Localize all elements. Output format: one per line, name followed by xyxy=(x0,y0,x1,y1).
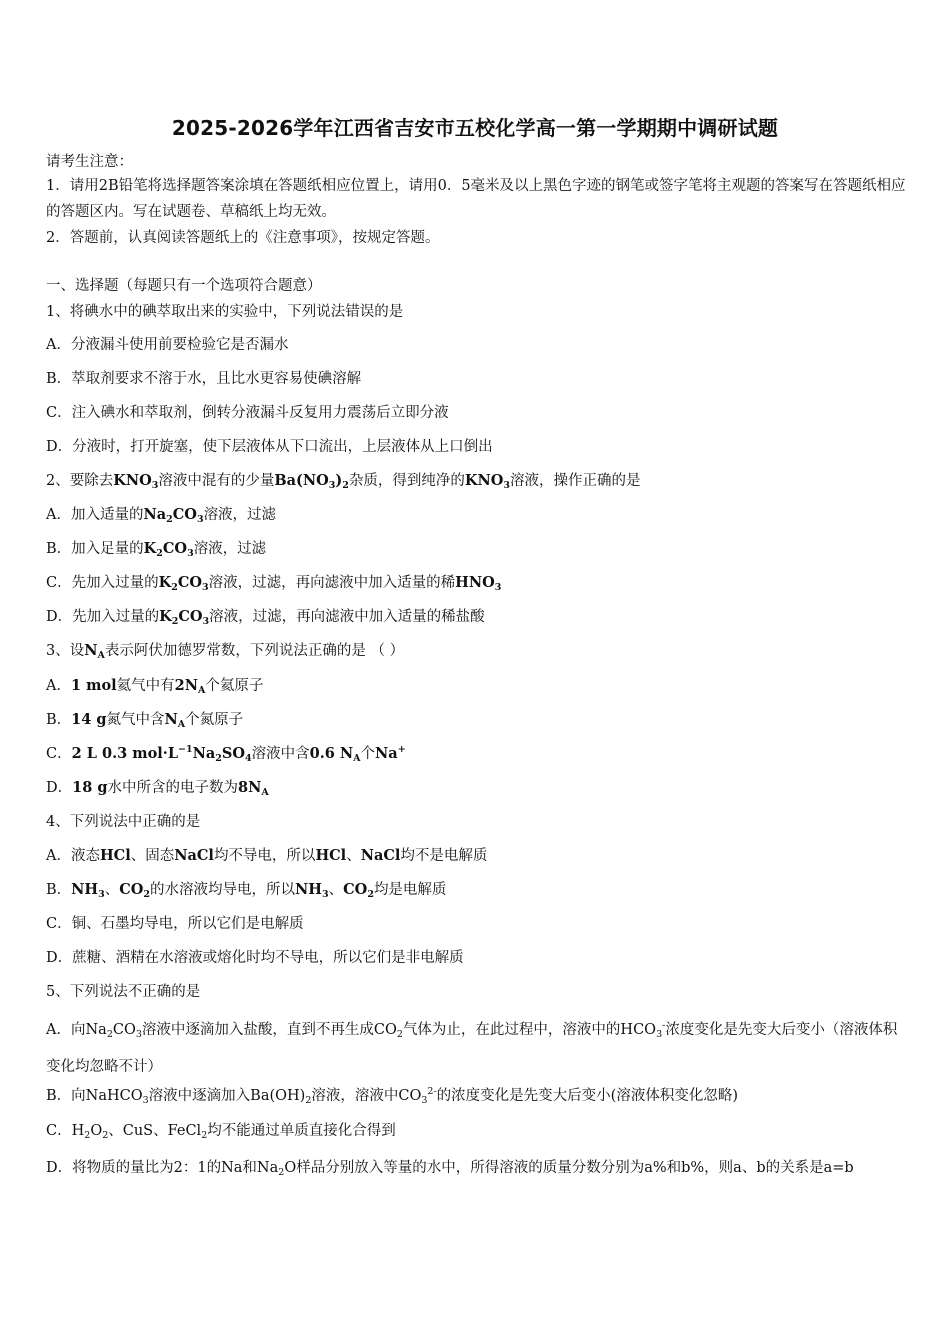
subscript: 2 xyxy=(171,616,179,627)
formula: K xyxy=(158,574,172,591)
question-1-option-b: B．萃取剂要求不溶于水，且比水更容易使碘溶解 xyxy=(46,371,362,387)
text: 、 xyxy=(346,848,361,864)
text: A．液态 xyxy=(46,848,100,864)
question-4-option-a xyxy=(46,846,487,866)
question-1-option-a: A．分液漏斗使用前要检验它是否漏水 xyxy=(46,337,289,353)
subscript: A xyxy=(353,753,361,764)
question-4-option-d: D．蔗糖、酒精在水溶液或熔化时均不导电，所以它们是非电解质 xyxy=(46,950,464,966)
text: 的浓度变化是先变大后变小(溶液体积变化忽略) xyxy=(436,1088,738,1104)
question-1-option-c: C．注入碘水和萃取剂，倒转分液漏斗反复用力震荡后立即分液 xyxy=(46,405,449,421)
text: 氦气中有 xyxy=(116,678,175,694)
superscript: −1 xyxy=(178,744,193,755)
subscript: 2 xyxy=(106,1029,113,1040)
formula: CO xyxy=(343,881,368,898)
formula: K xyxy=(159,608,172,625)
text: 3、设 xyxy=(46,643,85,659)
question-1-stem: 1、将碘水中的碘萃取出来的实验中，下列说法错误的是 xyxy=(46,304,404,320)
text: 溶液，过滤，再向滤液中加入适量的稀盐酸 xyxy=(209,609,485,625)
formula: 8N xyxy=(238,779,262,796)
formula: Na xyxy=(143,506,167,523)
question-4-option-c: C．铜、石墨均导电，所以它们是电解质 xyxy=(46,916,304,932)
superscript: 2- xyxy=(427,1086,437,1097)
subscript: 2 xyxy=(367,889,374,900)
text: 水中所含的电子数为 xyxy=(107,780,239,796)
text: 向NaHCO xyxy=(71,1088,143,1104)
subscript: 2 xyxy=(143,889,151,900)
text: H xyxy=(71,1123,85,1139)
subscript: A xyxy=(177,719,186,730)
question-3-option-d xyxy=(46,778,269,798)
subscript: A xyxy=(261,787,269,798)
subscript: 3 xyxy=(421,1095,428,1106)
text: 个氮原子 xyxy=(185,712,244,728)
text: 溶液，溶液中CO xyxy=(311,1088,422,1104)
formula: HCl xyxy=(315,847,347,864)
question-1-option-d: D．分液时，打开旋塞，使下层液体从下口流出，上层液体从上口倒出 xyxy=(46,439,493,455)
notice-heading: 请考生注意： xyxy=(46,154,133,170)
text: C． xyxy=(46,746,72,762)
text: B． xyxy=(46,882,72,898)
text: A． xyxy=(46,1022,71,1038)
subscript: 3 xyxy=(503,480,511,491)
text: 氮气中含 xyxy=(106,712,165,728)
question-5-option-c xyxy=(46,1121,396,1141)
text: 溶液中逐滴加入Ba(OH) xyxy=(148,1088,306,1104)
formula: ) xyxy=(335,472,343,489)
text: 均不能通过单质直接化合得到 xyxy=(207,1123,396,1139)
text: C． xyxy=(46,1123,72,1139)
text: D． xyxy=(46,780,73,796)
question-4-option-b xyxy=(46,880,446,900)
text: 2、要除去 xyxy=(46,473,114,489)
question-2-option-d xyxy=(46,607,485,627)
text: 表示阿伏加德罗常数，下列说法正确的是 （ ） xyxy=(104,643,405,659)
subscript: 2 xyxy=(215,753,222,764)
subscript: A xyxy=(97,650,105,661)
question-5-option-b xyxy=(46,1086,738,1106)
text: B．加入足量的 xyxy=(46,541,144,557)
text: CO xyxy=(112,1022,136,1038)
formula: Na xyxy=(375,745,398,762)
text: 杂质，得到纯净的 xyxy=(348,473,465,489)
exam-title: 2025-2026学年江西省吉安市五校化学高一第一学期期中调研试题 xyxy=(171,116,779,140)
text: 浓度变化是先变大后变小（溶液体积变化均忽略不计） xyxy=(46,1022,898,1075)
subscript: 3 xyxy=(98,889,105,900)
text: 均不是电解质 xyxy=(400,848,488,864)
formula: CO xyxy=(162,540,188,557)
text: 溶液，过滤，再向滤液中加入适量的稀 xyxy=(208,575,456,591)
subscript: 2 xyxy=(171,582,178,593)
text: 将物质的量比为2：1的Na和Na xyxy=(72,1160,279,1176)
formula: SO xyxy=(221,745,245,762)
question-2-stem xyxy=(46,471,641,491)
formula: N xyxy=(84,642,98,659)
subscript: 3 xyxy=(202,582,209,593)
subscript: 3 xyxy=(142,1095,149,1106)
formula: CO xyxy=(119,881,144,898)
subscript: A xyxy=(198,685,206,696)
formula: NH xyxy=(295,881,323,898)
formula: 18 g xyxy=(72,779,108,796)
formula: CO xyxy=(172,506,197,523)
text: 溶液，过滤 xyxy=(203,507,277,523)
formula: NaCl xyxy=(360,847,401,864)
question-2-option-a xyxy=(46,505,276,525)
subscript: 2 xyxy=(166,514,173,525)
formula: N xyxy=(164,711,178,728)
text: 向Na xyxy=(70,1022,107,1038)
text: 溶液中逐滴加入盐酸，直到不再生成CO xyxy=(141,1022,397,1038)
subscript: 2 xyxy=(102,1130,109,1141)
text: 个氦原子 xyxy=(205,678,264,694)
question-5-option-a xyxy=(46,1012,906,1086)
text: O xyxy=(90,1123,103,1139)
subscript: 2 xyxy=(278,1167,285,1178)
text: D． xyxy=(46,1160,73,1176)
text: 均是电解质 xyxy=(373,882,447,898)
subscript: 3 xyxy=(202,616,210,627)
subscript: 3 xyxy=(656,1029,663,1040)
subscript: 2 xyxy=(396,1029,403,1040)
question-3-option-a xyxy=(46,676,263,696)
subscript: 2 xyxy=(342,480,349,491)
text: A． xyxy=(46,678,71,694)
text: 、固态 xyxy=(130,848,175,864)
subscript: 3 xyxy=(328,480,336,491)
text: C．先加入过量的 xyxy=(46,575,159,591)
subscript: 3 xyxy=(494,582,502,593)
text: B． xyxy=(46,1088,72,1104)
text: B． xyxy=(46,712,72,728)
formula: 14 g xyxy=(71,711,107,728)
section-heading: 一、选择题（每题只有一个选项符合题意） xyxy=(46,278,322,294)
formula: K xyxy=(143,540,157,557)
formula: CO xyxy=(177,574,203,591)
text: 、CuS、FeCl xyxy=(108,1123,202,1139)
question-3-option-c xyxy=(46,744,406,764)
question-3-stem xyxy=(46,641,404,661)
subscript: 2 xyxy=(305,1095,312,1106)
superscript: - xyxy=(662,1020,666,1031)
text: 的水溶液均导电，所以 xyxy=(150,882,296,898)
text: 个 xyxy=(360,746,376,762)
subscript: 3 xyxy=(196,514,204,525)
question-2-option-b xyxy=(46,539,266,559)
question-3-option-b xyxy=(46,710,243,730)
question-5-stem: 5、下列说法不正确的是 xyxy=(46,984,201,1000)
subscript: 4 xyxy=(245,753,252,764)
subscript: 3 xyxy=(187,548,194,559)
formula: Na xyxy=(192,745,216,762)
text: 溶液中含 xyxy=(251,746,310,762)
formula: Ba(NO xyxy=(274,472,329,489)
text: 溶液，操作正确的是 xyxy=(510,473,641,489)
formula: 2 L 0.3 mol·L xyxy=(71,745,179,762)
formula: NaCl xyxy=(174,847,214,864)
text: 均不导电，所以 xyxy=(213,848,316,864)
text: 气体为止，在此过程中，溶液中的HCO xyxy=(402,1022,657,1038)
subscript: 3 xyxy=(135,1029,142,1040)
superscript: + xyxy=(397,744,406,755)
question-4-stem: 4、下列说法中正确的是 xyxy=(46,814,201,830)
formula: CO xyxy=(178,608,203,625)
subscript: 3 xyxy=(151,480,159,491)
text: 、 xyxy=(328,882,344,898)
subscript: 2 xyxy=(156,548,163,559)
formula: 0.6 N xyxy=(309,745,354,762)
text: 、 xyxy=(104,882,120,898)
formula: KNO xyxy=(113,472,152,489)
question-2-option-c xyxy=(46,573,501,593)
formula: HCl xyxy=(99,847,131,864)
formula: NH xyxy=(71,881,99,898)
subscript: 3 xyxy=(322,889,329,900)
text: A．加入适量的 xyxy=(46,507,144,523)
subscript: 2 xyxy=(201,1130,208,1141)
formula: HNO xyxy=(455,574,495,591)
text: O样品分别放入等量的水中，所得溶液的质量分数分别为a%和b%，则a、b的关系是a=b xyxy=(284,1160,854,1176)
formula: 2N xyxy=(174,677,198,694)
question-5-option-d xyxy=(46,1150,906,1187)
notice-item-1: 1．请用2B铅笔将选择题答案涂填在答题纸相应位置上，请用0．5毫米及以上黑色字迹的钢笔或签字笔将主观题的答案写在答题纸相应的答题区内。写在试题卷、草稿纸上均无效。 xyxy=(46,178,906,220)
text: 溶液中混有的少量 xyxy=(158,473,275,489)
formula: KNO xyxy=(464,472,504,489)
text: 溶液，过滤 xyxy=(193,541,267,557)
formula: 1 mol xyxy=(70,677,117,694)
subscript: 2 xyxy=(84,1130,91,1141)
text: D．先加入过量的 xyxy=(46,609,160,625)
notice-item-2: 2．答题前，认真阅读答题纸上的《注意事项》，按规定答题。 xyxy=(46,230,440,246)
